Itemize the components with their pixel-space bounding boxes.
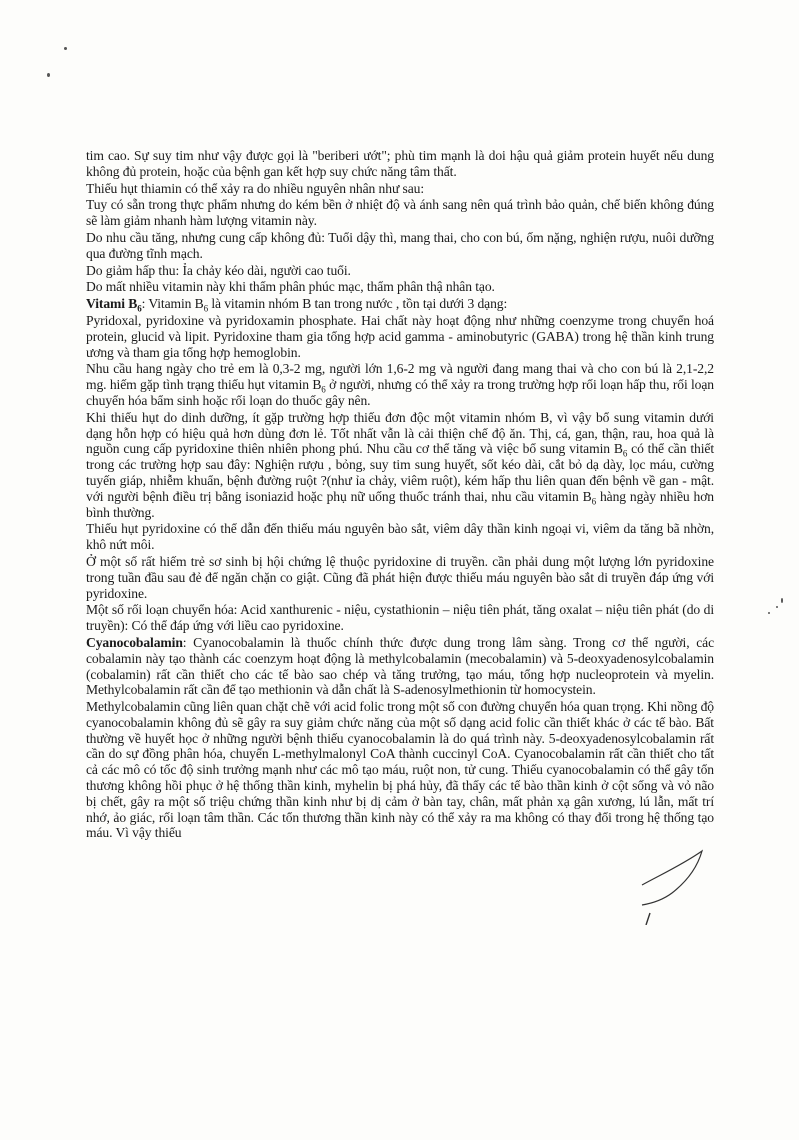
scan-speck (47, 73, 50, 77)
bold-text: Cyanocobalamin (86, 634, 183, 650)
text-run: có thể cần thiết trong các trường hợp sau đây: Nghiện rượu , bỏng, suy tim sung huyết, sốt kéo dài, cắt bỏ dạ dày, lọc máu, cường tuyến giáp, nhiễm khuẩn, bệnh đường ruột ?(như ỉa chảy, viêm ruột), kém hấp thu liên quan đến bệnh về gan - mật. với người bệnh điều trị bằng isoniazid hoặc phụ nữ uống thuốc tránh thai, nhu cầu vitamin B (86, 441, 715, 504)
document-body (86, 148, 714, 842)
paragraph (86, 181, 714, 197)
text-run: Do mất nhiều vitamin này khi thẩm phân phúc mạc, thẩm phân thậ nhân tạo. (86, 279, 495, 295)
text-run: Tuy có sẵn trong thực phẩm nhưng do kém bền ở nhiệt độ và ánh sang nên quá trình bảo quản, chế biến không đúng sẽ làm giảm nhanh hàm lượng vitamin này. (86, 197, 714, 229)
paragraph (86, 230, 714, 262)
text-run: Khi thiếu hụt do dinh dưỡng, ít gặp trường hợp thiếu đơn độc một vitamin nhóm B, vì vậy bổ sung vitamin dưới dạng hỗn hợp có hiệu quả hơn dùng đơn lẻ. Tốt nhất vẫn là cải thiện chế độ ăn. Thị, cá, gan, thận, rau, hoa quả là nguồn cung cấp pyridoxine thiên nhiên phong phú. Nhu cầu cơ thể tăng và việc bổ sung vitamin B (86, 409, 714, 457)
paragraph (86, 263, 714, 279)
text-run: : Vitamin B (141, 296, 204, 312)
scan-speck (781, 598, 783, 603)
text-run: ở người, nhưng có thể xảy ra trong trường hợp rối loạn hấp thu, rối loạn chuyển hóa bẩm sinh hoặc rối loạn do thuốc gây nên. (86, 377, 714, 408)
subscript-text: 6 (591, 496, 597, 507)
subscript-text: 6 (622, 449, 628, 460)
text-run: Thiếu hụt pyridoxine có thể dẫn đến thiếu máu nguyên bào sắt, viêm dây thần kinh ngoại vi, viêm da tăng bã nhờn, khô nứt môi. (86, 521, 714, 553)
scan-speck (64, 47, 67, 50)
text-run: Do giảm hấp thu: Ỉa chảy kéo dài, người cao tuổi. (86, 262, 351, 278)
paragraph (86, 554, 714, 601)
paragraph (86, 148, 714, 180)
text-run: tim cao. Sự suy tim như vậy được gọi là "beriberi ướt"; phù tim mạnh là doi hậu quả giảm protein huyết nếu dung không đủ protein, hoặc của bệnh gan kết hợp suy chức năng tâm thất. (86, 148, 714, 179)
paragraph (86, 197, 714, 229)
text-run: Methylcobalamin cũng liên quan chặt chẽ với acid folic trong một số con đường chuyển hóa quan trọng. Khi nồng độ cyanocobalamin không đủ sẽ gây ra suy giảm chức năng của một số dạng acid folic cần thiết khác ở các tế bào. Bất thường về huyết học ở những người bệnh thiếu cyanocobalamin là do quá trình này. 5-deoxyadenosylcobalamin rất cần do sự đồng phân hóa, chuyển L-methylmalonyl CoA thành cuccinyl CoA. Cyanocobalamin rất cần thiết cho tất cả các mô có tốc độ sinh trưởng mạnh như các mô tạo máu, ruột non, tử cung. Thiếu cyanocobalamin có thể gây tổn thương không hồi phục ở hệ thống thần kinh, myhelin bị phá hủy, đã thấy các tế bào thần kinh ở cột sống và vỏ não bị chết, gây ra một số triệu chứng thần kinh như bị dị cảm ở bàn tay, chân, mất phản xạ gân xương, lú lẫn, mất trí nhớ, ảo giác, rối loạn tâm thần. Các tổn thương thần kinh này có thể xảy ra ma không có thay đổi trong hệ thống tạo máu. Vì vậy thiếu (86, 699, 714, 841)
text-run: hàng ngày nhiều hơn bình thường. (86, 488, 714, 520)
subscript-text: 6 (137, 303, 142, 314)
text-run: là vitamin nhóm B tan trong nước , tồn tại dưới 3 dạng: (208, 296, 508, 312)
text-run: Ở một số rất hiếm trẻ sơ sinh bị hội chứng lệ thuộc pyridoxine di truyền. cần phải dung một lượng lớn pyridoxine trong tuần đầu sau đẻ để ngăn chặn co giật. Cũng đã phát hiện được thiếu máu nguyên bào sắt di truyền đáp ứng với pyridoxine. (86, 553, 714, 601)
scan-speck (776, 606, 778, 608)
text-run: Pyridoxal, pyridoxine và pyridoxamin phosphate. Hai chất này hoạt động như những coenzyme trong chuyển hoá protein, glucid và lipit. Pyridoxine tham gia tổng hợp acid gamma - aminobutyric (GABA) trong hệ thần kinh trung ương và tham gia tổng hợp hemoglobin. (86, 312, 714, 360)
paragraph (86, 296, 714, 312)
handwritten-pen-mark (620, 845, 720, 925)
paragraph (86, 699, 714, 841)
paragraph (86, 635, 714, 698)
paragraph (86, 410, 714, 521)
paragraph (86, 313, 714, 360)
paragraph (86, 279, 714, 295)
bold-text: Vitami B (86, 296, 138, 312)
text-run: : Cyanocobalamin là thuốc chính thức được dung trong lâm sàng. Trong cơ thể người, các cobalamin này tạo thành các coenzym hoạt động là methylcobalamin (mecobalamin) và 5-deoxyadenosylcobalamin (cobalamin) rất cần thiết cho các tế bào sao chép và tăng trưởng, tạo máu, tổng hợp nucleoprotein và myelin. Methylcobalamin rất cần để tạo methionin và dẫn chất là S-adenosylmethionin từ homocystein. (86, 634, 714, 698)
paragraph (86, 361, 714, 408)
paragraph (86, 602, 714, 634)
text-run: Một số rối loạn chuyển hóa: Acid xanthurenic - niệu, cystathionin – niệu tiên phát, tăng oxalat – niệu tiên phát (do di truyền): Có thể đáp ứng với liều cao pyridoxine. (86, 602, 714, 634)
text-run: Nhu cầu hang ngày cho trẻ em là 0,3-2 mg, người lớn 1,6-2 mg và người đang mang thai và cho con bú là 2,1-2,2 mg. hiếm gặp tình trạng thiếu hụt vitamin B (86, 361, 714, 393)
scan-speck (768, 612, 770, 614)
subscript-text: 6 (321, 384, 326, 395)
text-run: Thiếu hụt thiamin có thể xảy ra do nhiều nguyên nhân như sau: (86, 180, 425, 196)
paragraph (86, 521, 714, 553)
subscript-text: 6 (203, 303, 209, 314)
text-run: Do nhu cầu tăng, nhưng cung cấp không đủ: Tuổi dậy thì, mang thai, cho con bú, ốm nặng, nghiện rượu, nuôi dưỡng qua đường tĩnh mạch. (86, 229, 714, 261)
